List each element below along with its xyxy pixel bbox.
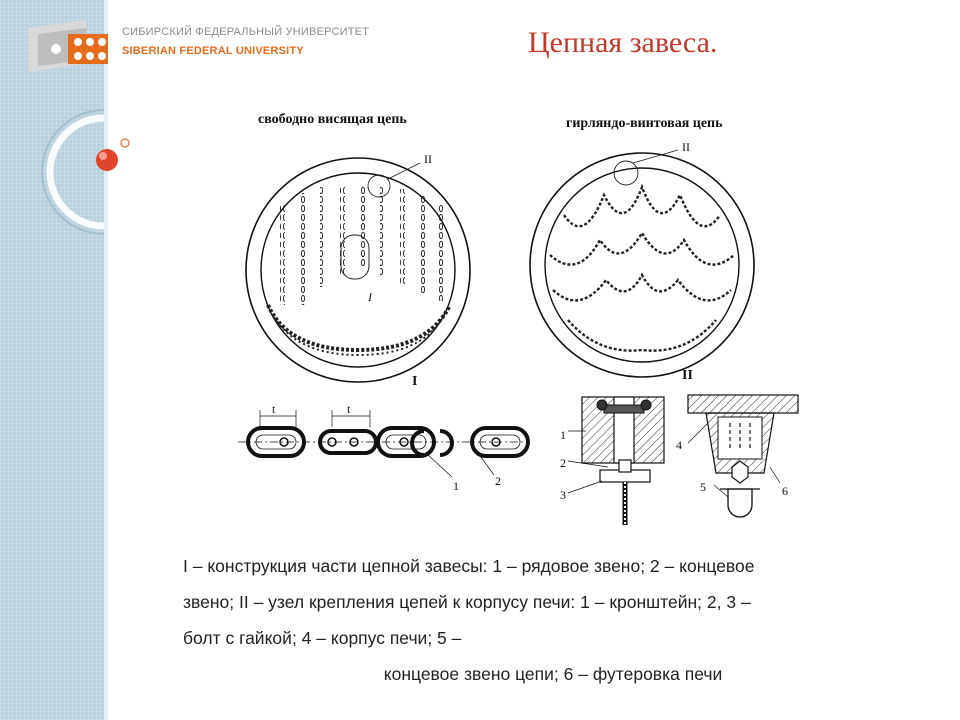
label-II-right: II bbox=[682, 140, 690, 154]
right-heading: гирляндо-винтовая цепь bbox=[566, 116, 723, 131]
chain-links-detail bbox=[238, 410, 528, 477]
mount-label-2: 2 bbox=[560, 456, 566, 470]
label-II-left: II bbox=[424, 152, 432, 166]
figure-caption bbox=[183, 548, 923, 692]
mount-label-3: 3 bbox=[560, 488, 566, 502]
mount-label-4: 4 bbox=[676, 438, 682, 452]
university-logo bbox=[28, 20, 118, 72]
mount-label-5: 5 bbox=[700, 480, 706, 494]
university-name-en: SIBERIAN FEDERAL UNIVERSITY bbox=[122, 45, 304, 57]
free-hanging-chain-drum bbox=[246, 152, 470, 382]
label-small-i: I bbox=[368, 290, 372, 304]
dim-t2: t bbox=[347, 402, 351, 416]
page-title: Цепная завеса. bbox=[528, 26, 718, 59]
caption-line-3: болт с гайкой; 4 – корпус печи; 5 – bbox=[183, 628, 462, 648]
caption-line-1: I – конструкция части цепной завесы: 1 – рядовое звено; 2 – концевое bbox=[183, 556, 755, 576]
mount-label-6: 6 bbox=[782, 484, 788, 498]
section-label-II: II bbox=[682, 368, 693, 383]
chain-label-2: 2 bbox=[495, 474, 501, 488]
garland-screw-chain-drum bbox=[530, 140, 754, 377]
left-heading: свободно висящая цепь bbox=[258, 112, 407, 127]
mounting-unit-detail bbox=[568, 395, 798, 525]
university-name-ru: СИБИРСКИЙ ФЕДЕРАЛЬНЫЙ УНИВЕРСИТЕТ bbox=[122, 26, 370, 38]
section-label-I: I bbox=[412, 374, 418, 389]
caption-line-4: концевое звено цепи; 6 – футеровка печи bbox=[383, 664, 723, 684]
chain-label-1: 1 bbox=[453, 479, 459, 493]
caption-line-2: звено; II – узел крепления цепей к корпусу печи: 1 – кронштейн; 2, 3 – bbox=[183, 592, 751, 612]
red-ball-icon bbox=[96, 149, 118, 171]
chain-curtain-figure bbox=[228, 105, 808, 530]
mount-label-1: 1 bbox=[560, 428, 566, 442]
dim-t1: t bbox=[272, 402, 276, 416]
